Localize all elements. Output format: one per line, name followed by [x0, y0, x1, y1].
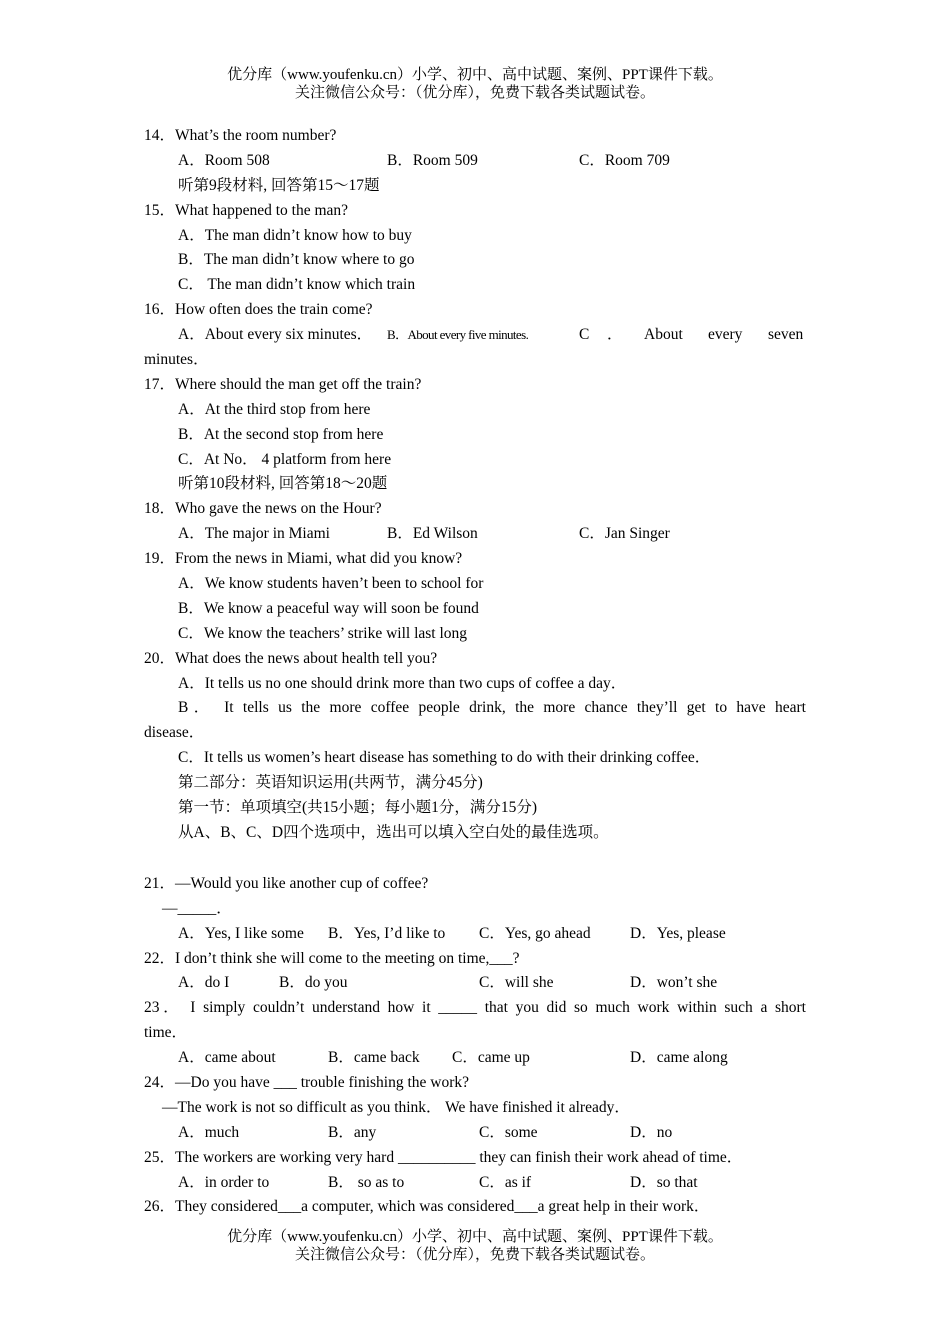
q24-option-b: B．any — [328, 1123, 377, 1141]
q24-option-d: D．no — [630, 1123, 673, 1141]
header-line-2: 关注微信公众号：（优分库），免费下载各类试题试卷。 — [294, 85, 655, 101]
q15-option-a: A．The man didn’t know how to buy — [178, 226, 412, 244]
q20-option-b: B． It tells us the more coffee people drink, the more chance they’ll get to have heart — [178, 699, 806, 717]
page-header — [0, 66, 950, 102]
q19-stem: 19．From the news in Miami, what did you know? — [144, 550, 463, 568]
q19-option-c: C．We know the teachers’ strike will last long — [178, 624, 468, 642]
q22-option-c: C．will she — [479, 974, 554, 992]
q16-option-c-letter: C — [579, 326, 590, 344]
q18-option-c: C．Jan Singer — [579, 525, 670, 543]
section-1-heading: 第一节：单项填空(共15小题；每小题1分，满分15分) — [178, 799, 538, 817]
q22-option-d: D．won’t she — [630, 974, 718, 992]
q22-options — [144, 971, 806, 996]
q23-stem: 23． I simply couldn’t understand how it _____ that you did so much work within such a short — [144, 999, 806, 1017]
q24-option-c: C．some — [479, 1123, 538, 1141]
q23-option-a: A．came about — [178, 1049, 276, 1067]
q25-option-c: C．as if — [479, 1173, 532, 1191]
q20-stem: 20．What does the news about health tell you? — [144, 649, 438, 667]
q21-option-c: C．Yes, go ahead — [479, 924, 591, 942]
q21-options — [144, 922, 806, 947]
q24-options — [144, 1121, 806, 1146]
part-2-heading: 第二部分：英语知识运用(共两节，满分45分) — [178, 774, 483, 792]
q18-option-b: B．Ed Wilson — [387, 525, 478, 543]
q26-stem: 26．They considered___a computer, which was considered___a great help in their work． — [144, 1198, 710, 1216]
q14-option-c: C．Room 709 — [579, 151, 670, 169]
q20-option-b-continuation: disease． — [144, 724, 205, 742]
q16-option-c-word2: every — [708, 326, 743, 344]
q22-stem: 22．I don’t think she will come to the meeting on time,___? — [144, 949, 520, 967]
q16-continuation: minutes． — [144, 351, 209, 369]
footer-line-1: 优分库（www.youfenku.cn）小学、初中、高中试题、案例、PPT课件下载。 — [227, 1229, 723, 1245]
q17-option-c: C．At No． 4 platform from here — [178, 450, 392, 468]
q25-option-d: D．so that — [630, 1173, 698, 1191]
q15-stem: 15．What happened to the man? — [144, 201, 349, 219]
q14-option-b: B．Room 509 — [387, 151, 478, 169]
q23-options — [144, 1046, 806, 1071]
exam-content — [144, 124, 806, 1220]
spacer — [144, 846, 806, 872]
section-9-instruction: 听第9段材料, 回答第15～17题 — [178, 176, 380, 194]
q23-option-b: B．came back — [328, 1049, 420, 1067]
q16-option-c-dot: ． — [607, 326, 623, 344]
q17-stem: 17．Where should the man get off the train? — [144, 375, 422, 393]
footer-line-2: 关注微信公众号：（优分库），免费下载各类试题试卷。 — [294, 1247, 655, 1263]
q21-option-b: B．Yes, I’d like to — [328, 924, 446, 942]
q22-option-a: A．do I — [178, 974, 230, 992]
q16-option-c-word3: seven — [768, 326, 804, 344]
q23-option-d: D．came along — [630, 1049, 728, 1067]
q18-option-a: A．The major in Miami — [178, 525, 330, 543]
q21-stem: 21．—Would you like another cup of coffee? — [144, 874, 429, 892]
q24-option-a: A．much — [178, 1123, 240, 1141]
q17-option-a: A．At the third stop from here — [178, 400, 371, 418]
q17-option-b: B．At the second stop from here — [178, 425, 384, 443]
q14-stem: 14．What’s the room number? — [144, 127, 337, 144]
q16-stem: 16．How often does the train come? — [144, 301, 373, 319]
section-10-instruction: 听第10段材料, 回答第18～20题 — [178, 475, 388, 493]
q19-option-b: B．We know a peaceful way will soon be found — [178, 599, 479, 617]
q19-option-a: A．We know students haven’t been to school for — [178, 575, 484, 593]
q22-option-b: B．do you — [279, 974, 348, 992]
q25-stem: 25．The workers are working very hard __________ they can finish their work ahead of time． — [144, 1148, 743, 1166]
page-footer — [0, 1228, 950, 1264]
q25-option-a: A．in order to — [178, 1173, 270, 1191]
q24-response: —The work is not so difficult as you think． We have finished it already． — [162, 1098, 630, 1116]
q16-option-b: B．About every five minutes. — [387, 327, 529, 343]
header-line-1: 优分库（www.youfenku.cn）小学、初中、高中试题、案例、PPT课件下载。 — [227, 67, 723, 83]
q21-response: —_____． — [162, 899, 232, 917]
q16-options — [144, 323, 806, 348]
q15-option-c: C． The man didn’t know which train — [178, 276, 416, 294]
q23-option-c: C．came up — [452, 1049, 530, 1067]
q21-option-d: D．Yes, please — [630, 924, 726, 942]
q20-option-c: C．It tells us women’s heart disease has something to do with their drinking coffee． — [178, 749, 711, 767]
q24-stem: 24．—Do you have ___ trouble finishing the work? — [144, 1073, 470, 1091]
q15-option-b: B．The man didn’t know where to go — [178, 251, 415, 269]
q25-options — [144, 1171, 806, 1196]
q25-option-b: B． so as to — [328, 1173, 405, 1191]
q20-option-a: A．It tells us no one should drink more than two cups of coffee a day． — [178, 674, 627, 692]
section-1-instruction: 从A、B、C、D四个选项中，选出可以填入空白处的最佳选项。 — [178, 823, 609, 841]
q23-continuation: time． — [144, 1024, 188, 1042]
q18-options — [144, 522, 806, 547]
q18-stem: 18．Who gave the news on the Hour? — [144, 500, 382, 518]
q14-option-a: A．Room 508 — [178, 151, 270, 169]
q21-option-a: A．Yes, I like some — [178, 924, 304, 942]
q16-option-c-word1: About — [644, 326, 683, 344]
q16-option-a: A．About every six minutes． — [178, 326, 373, 344]
q14-options — [144, 149, 806, 174]
